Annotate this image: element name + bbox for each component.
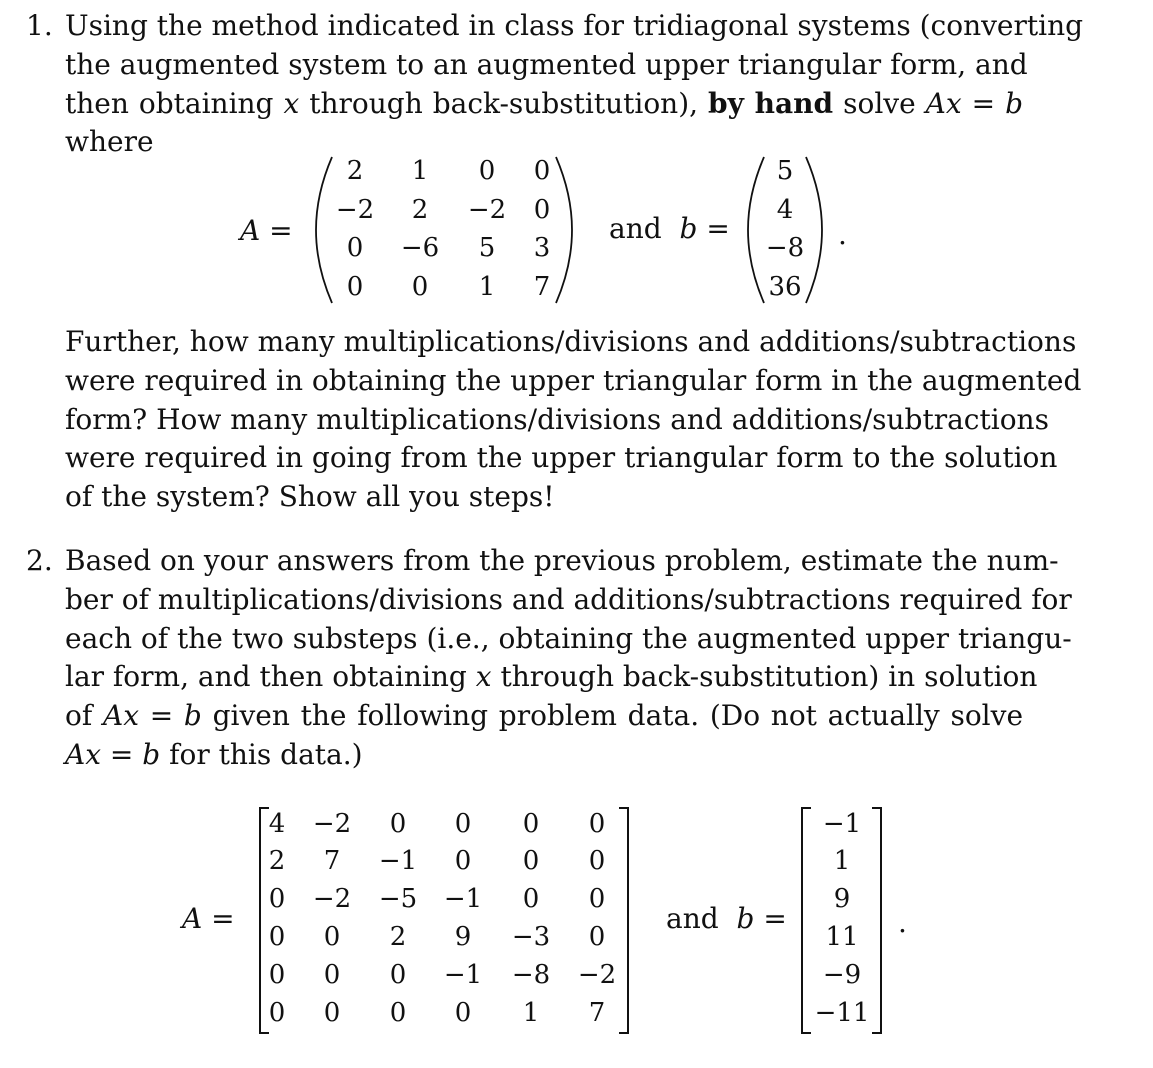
p2-a-cell-r5-c5: −8 (511, 960, 551, 990)
p2-a-cell-r3-c1: 0 (268, 884, 286, 914)
p1-a-cell-r3-c3: 5 (478, 233, 496, 263)
p2-line-5 (65, 697, 1023, 736)
p2-line-4a: lar form, and then obtaining (65, 660, 467, 694)
p1-a-cell-r4-c1: 0 (346, 272, 364, 302)
p1-further-line-4: were required in going from the upper triangular form to the solution (65, 441, 1058, 475)
p1-and-b-label: and b = (609, 212, 730, 245)
p2-a-cell-r1-c5: 0 (522, 809, 540, 839)
eq-rhs: b (1005, 86, 1023, 120)
p2-a-cell-r1-c2: −2 (312, 809, 352, 839)
p1-further-line-3: form? How many multiplications/divisions and additions/subtractions (65, 402, 1049, 436)
p2-a-cell-r5-c2: 0 (323, 960, 341, 990)
p2-a-cell-r2-c2: 7 (323, 846, 341, 876)
p1-line-3c: solve (843, 86, 916, 120)
p2-a-cell-r2-c6: 0 (588, 846, 606, 876)
p2-a-cell-r3-c4: −1 (443, 884, 483, 914)
p2-a-cell-r1-c1: 4 (268, 809, 286, 839)
p2-a-cell-r6-c3: 0 (389, 998, 407, 1028)
p2-a-cell-r5-c6: −2 (577, 960, 617, 990)
p1-line-1: Using the method indicated in class for tridiagonal systems (converting (65, 9, 1084, 42)
p2-a-cell-r3-c3: −5 (378, 884, 418, 914)
p1-a-cell-r2-c3: −2 (467, 195, 507, 225)
p2-a-cell-r5-c4: −1 (443, 960, 483, 990)
p1-a-cell-r3-c1: 0 (346, 233, 364, 263)
p1-b-cell-r3: −8 (765, 233, 805, 263)
p2-line-5a: of (65, 699, 93, 733)
p2-a-cell-r2-c5: 0 (522, 846, 540, 876)
problem-2-number: 2. (26, 544, 53, 577)
p1-a-label: A = (240, 214, 293, 247)
p1-a-cell-r2-c4: 0 (533, 195, 551, 225)
p1-line-4: where (65, 125, 154, 159)
p2-b-cell-r2: 1 (833, 846, 851, 876)
p2-var-x: x (475, 660, 492, 694)
var-x: x (283, 86, 300, 120)
p1-a-cell-r1-c1: 2 (346, 156, 364, 186)
p2-line-2: ber of multiplications/divisions and additions/subtractions required for (65, 582, 1072, 616)
p1-and-word: and (609, 212, 662, 245)
p1-b-cell-r2: 4 (776, 195, 794, 225)
p1-b-cell-r1: 5 (776, 156, 794, 186)
p1-line-3a: then obtaining (65, 86, 274, 120)
problem-1-text (65, 7, 1084, 162)
p2-line-3: each of the two substeps (i.e., obtaining the augmented upper triangu- (65, 621, 1072, 655)
problem-1-number: 1. (26, 9, 53, 42)
p2-period: . (898, 906, 907, 939)
p1-a-cell-r3-c2: −6 (400, 233, 440, 263)
p2-b-cell-r3: 9 (833, 884, 851, 914)
p2-a-cell-r2-c1: 2 (268, 846, 286, 876)
p1-a-cell-r4-c3: 1 (478, 272, 496, 302)
p2-b-cell-r1: −1 (822, 809, 862, 839)
p1-a-cell-r4-c2: 0 (411, 272, 429, 302)
p2-line-6a: for this data.) (169, 737, 363, 771)
p2-a-cell-r3-c5: 0 (522, 884, 540, 914)
p2-line-1: Based on your answers from the previous problem, estimate the num- (65, 544, 1059, 577)
p1-b-cell-r4: 36 (768, 272, 802, 302)
p2-a-cell-r4-c1: 0 (268, 922, 286, 952)
p2-eq2-rhs: b (142, 737, 161, 771)
p2-line-4 (65, 658, 1038, 697)
p2-a-cell-r4-c6: 0 (588, 922, 606, 952)
p1-line-3 (65, 85, 1023, 124)
by-hand-emphasis: by hand (708, 86, 834, 120)
p1-a-cell-r1-c2: 1 (411, 156, 429, 186)
p2-b-left-bracket (799, 806, 813, 1036)
p2-line-6: Ax = b for this data.) (65, 737, 363, 771)
p1-further-line-1: Further, how many multiplications/divisions and additions/subtractions (65, 325, 1077, 358)
p2-b-right-bracket (870, 806, 884, 1036)
p2-a-cell-r1-c3: 0 (389, 809, 407, 839)
p2-eq-rhs: b (183, 699, 202, 733)
p1-further-line-5: of the system? Show all you steps! (65, 480, 555, 514)
p2-a-cell-r2-c4: 0 (454, 846, 472, 876)
p2-line-4b: through back-substitution) in solution (500, 660, 1038, 694)
p2-a-cell-r5-c3: 0 (389, 960, 407, 990)
p1-a-cell-r1-c4: 0 (533, 156, 551, 186)
p2-and-b-label: and b = (666, 902, 787, 935)
p1-period: . (838, 218, 847, 251)
p1-line-2: the augmented system to an augmented upper triangular form, and (65, 47, 1028, 81)
problem-1-further-text (65, 323, 1082, 517)
p2-a-cell-r3-c2: −2 (312, 884, 352, 914)
p2-a-cell-r4-c2: 0 (323, 922, 341, 952)
p2-b-cell-r4: 11 (825, 922, 859, 952)
p2-a-cell-r6-c5: 1 (522, 998, 540, 1028)
p2-a-cell-r6-c6: 7 (588, 998, 606, 1028)
p2-a-cell-r2-c3: −1 (378, 846, 418, 876)
eq-lhs: Ax (925, 86, 962, 120)
p2-eq2-lhs: Ax (65, 737, 102, 771)
p2-a-cell-r4-c5: −3 (511, 922, 551, 952)
p2-a-cell-r1-c4: 0 (454, 809, 472, 839)
p2-eq-lhs: Ax (102, 699, 139, 733)
p1-a-cell-r2-c1: −2 (335, 195, 375, 225)
p2-a-cell-r6-c4: 0 (454, 998, 472, 1028)
p2-a-cell-r6-c1: 0 (268, 998, 286, 1028)
p2-line-5b: given the following problem data. (Do not actually solve (212, 699, 1024, 733)
p2-a-cell-r4-c3: 2 (389, 922, 407, 952)
p2-b-cell-r5: −9 (822, 960, 862, 990)
p2-a-cell-r5-c1: 0 (268, 960, 286, 990)
p1-a-cell-r2-c2: 2 (411, 195, 429, 225)
p1-a-cell-r3-c4: 3 (533, 233, 551, 263)
p2-a-label: A = (182, 902, 235, 935)
p1-a-cell-r1-c3: 0 (478, 156, 496, 186)
p2-a-cell-r1-c6: 0 (588, 809, 606, 839)
p1-line-3b: through back-substitution), (309, 86, 699, 120)
p2-a-cell-r4-c4: 9 (454, 922, 472, 952)
p1-a-cell-r4-c4: 7 (533, 272, 551, 302)
p2-a-cell-r3-c6: 0 (588, 884, 606, 914)
p2-and-word: and (666, 902, 719, 935)
p2-eq-sign: = (149, 699, 174, 733)
p2-b-cell-r6: −11 (814, 998, 870, 1028)
problem-2-text (65, 542, 1072, 775)
eq-sign: = (971, 86, 996, 120)
p2-a-cell-r6-c2: 0 (323, 998, 341, 1028)
p1-further-line-2: were required in obtaining the upper triangular form in the augmented (65, 363, 1082, 397)
